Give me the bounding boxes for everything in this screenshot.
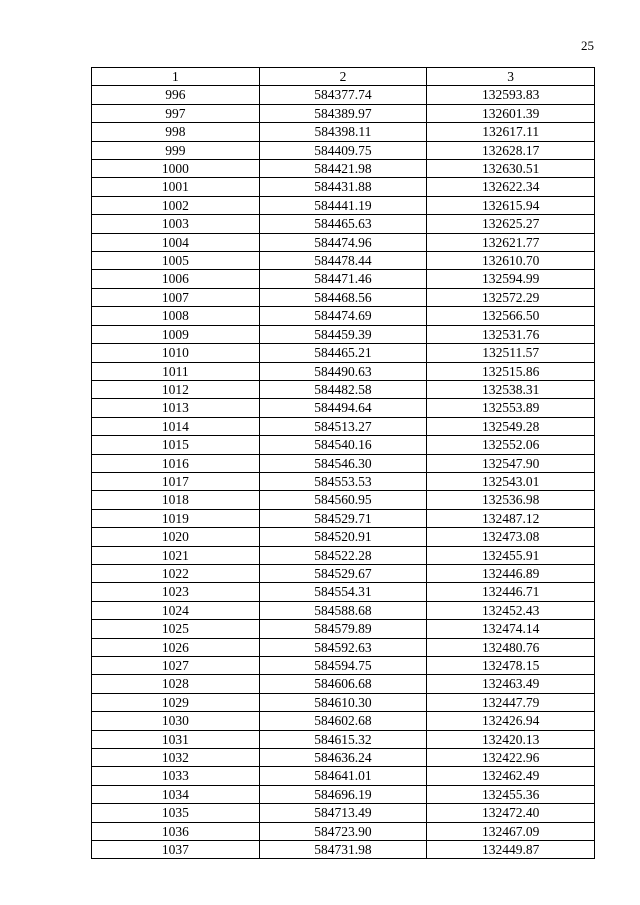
coord-x-cell: 584579.89 — [259, 620, 427, 638]
coord-x-cell: 584398.11 — [259, 123, 427, 141]
point-number-cell: 1030 — [92, 712, 260, 730]
table-row — [92, 675, 595, 693]
coord-x-cell: 584615.32 — [259, 730, 427, 748]
coord-y-cell: 132621.77 — [427, 233, 595, 251]
point-number-cell: 1017 — [92, 472, 260, 490]
coord-x-cell: 584546.30 — [259, 454, 427, 472]
header-cell-col1: 1 — [92, 68, 260, 86]
coord-x-cell: 584431.88 — [259, 178, 427, 196]
point-number-cell: 1019 — [92, 509, 260, 527]
point-number-cell: 1036 — [92, 822, 260, 840]
coord-y-cell: 132552.06 — [427, 436, 595, 454]
table-row — [92, 528, 595, 546]
point-number-cell: 1031 — [92, 730, 260, 748]
point-number-cell: 1024 — [92, 601, 260, 619]
point-number-cell: 1015 — [92, 436, 260, 454]
point-number-cell: 1011 — [92, 362, 260, 380]
coord-x-cell: 584641.01 — [259, 767, 427, 785]
point-number-cell: 1029 — [92, 693, 260, 711]
point-number-cell: 1009 — [92, 325, 260, 343]
coord-x-cell: 584471.46 — [259, 270, 427, 288]
coord-x-cell: 584540.16 — [259, 436, 427, 454]
point-number-cell: 1016 — [92, 454, 260, 472]
table-row — [92, 196, 595, 214]
coord-x-cell: 584602.68 — [259, 712, 427, 730]
coord-x-cell: 584610.30 — [259, 693, 427, 711]
table-row — [92, 583, 595, 601]
table-row — [92, 454, 595, 472]
coord-y-cell: 132467.09 — [427, 822, 595, 840]
table-row — [92, 601, 595, 619]
coord-x-cell: 584713.49 — [259, 804, 427, 822]
header-row — [92, 68, 595, 86]
coord-y-cell: 132462.49 — [427, 767, 595, 785]
coord-x-cell: 584520.91 — [259, 528, 427, 546]
coord-x-cell: 584389.97 — [259, 104, 427, 122]
point-number-cell: 1010 — [92, 344, 260, 362]
point-number-cell: 1012 — [92, 380, 260, 398]
coord-y-cell: 132487.12 — [427, 509, 595, 527]
point-number-cell: 1022 — [92, 564, 260, 582]
coord-y-cell: 132593.83 — [427, 86, 595, 104]
coord-y-cell: 132601.39 — [427, 104, 595, 122]
coord-y-cell: 132547.90 — [427, 454, 595, 472]
table-row — [92, 86, 595, 104]
coord-y-cell: 132473.08 — [427, 528, 595, 546]
coord-y-cell: 132446.71 — [427, 583, 595, 601]
coord-y-cell: 132449.87 — [427, 841, 595, 859]
coord-x-cell: 584594.75 — [259, 657, 427, 675]
coord-x-cell: 584474.96 — [259, 233, 427, 251]
coord-x-cell: 584421.98 — [259, 160, 427, 178]
coord-x-cell: 584490.63 — [259, 362, 427, 380]
coord-y-cell: 132594.99 — [427, 270, 595, 288]
table-row — [92, 380, 595, 398]
coord-x-cell: 584409.75 — [259, 141, 427, 159]
table-row — [92, 344, 595, 362]
point-number-cell: 997 — [92, 104, 260, 122]
table-row — [92, 399, 595, 417]
table-body — [92, 86, 595, 859]
coord-x-cell: 584554.31 — [259, 583, 427, 601]
coord-x-cell: 584441.19 — [259, 196, 427, 214]
coord-y-cell: 132628.17 — [427, 141, 595, 159]
coord-x-cell: 584529.71 — [259, 509, 427, 527]
table-row — [92, 730, 595, 748]
table-header — [92, 68, 595, 86]
coord-x-cell: 584522.28 — [259, 546, 427, 564]
point-number-cell: 998 — [92, 123, 260, 141]
coord-x-cell: 584494.64 — [259, 399, 427, 417]
table-row — [92, 749, 595, 767]
table-row — [92, 436, 595, 454]
coord-y-cell: 132422.96 — [427, 749, 595, 767]
coord-y-cell: 132630.51 — [427, 160, 595, 178]
coord-x-cell: 584474.69 — [259, 307, 427, 325]
point-number-cell: 1034 — [92, 785, 260, 803]
point-number-cell: 1004 — [92, 233, 260, 251]
page-number: 25 — [581, 38, 594, 53]
coord-y-cell: 132622.34 — [427, 178, 595, 196]
coord-y-cell: 132538.31 — [427, 380, 595, 398]
coord-x-cell: 584513.27 — [259, 417, 427, 435]
table-row — [92, 362, 595, 380]
point-number-cell: 1027 — [92, 657, 260, 675]
table-row — [92, 307, 595, 325]
point-number-cell: 1025 — [92, 620, 260, 638]
coord-x-cell: 584459.39 — [259, 325, 427, 343]
coord-x-cell: 584465.21 — [259, 344, 427, 362]
coord-y-cell: 132452.43 — [427, 601, 595, 619]
point-number-cell: 1033 — [92, 767, 260, 785]
coord-y-cell: 132472.40 — [427, 804, 595, 822]
point-number-cell: 1001 — [92, 178, 260, 196]
table-row — [92, 123, 595, 141]
point-number-cell: 1018 — [92, 491, 260, 509]
coord-y-cell: 132553.89 — [427, 399, 595, 417]
coord-y-cell: 132549.28 — [427, 417, 595, 435]
coord-x-cell: 584529.67 — [259, 564, 427, 582]
coord-y-cell: 132610.70 — [427, 252, 595, 270]
table-row — [92, 417, 595, 435]
table-row — [92, 657, 595, 675]
table-row — [92, 822, 595, 840]
coord-x-cell: 584606.68 — [259, 675, 427, 693]
point-number-cell: 1032 — [92, 749, 260, 767]
point-number-cell: 1035 — [92, 804, 260, 822]
coord-y-cell: 132515.86 — [427, 362, 595, 380]
coord-y-cell: 132463.49 — [427, 675, 595, 693]
coord-y-cell: 132446.89 — [427, 564, 595, 582]
point-number-cell: 1000 — [92, 160, 260, 178]
table-row — [92, 804, 595, 822]
table-row — [92, 325, 595, 343]
coord-y-cell: 132455.36 — [427, 785, 595, 803]
coord-x-cell: 584731.98 — [259, 841, 427, 859]
point-number-cell: 1020 — [92, 528, 260, 546]
coord-y-cell: 132615.94 — [427, 196, 595, 214]
coordinates-table — [91, 67, 595, 859]
point-number-cell: 1023 — [92, 583, 260, 601]
coord-y-cell: 132625.27 — [427, 215, 595, 233]
point-number-cell: 1014 — [92, 417, 260, 435]
coord-y-cell: 132617.11 — [427, 123, 595, 141]
coord-y-cell: 132447.79 — [427, 693, 595, 711]
table-row — [92, 252, 595, 270]
table-row — [92, 785, 595, 803]
table-row — [92, 841, 595, 859]
table-row — [92, 693, 595, 711]
header-cell-col3: 3 — [427, 68, 595, 86]
coord-x-cell: 584560.95 — [259, 491, 427, 509]
table-row — [92, 546, 595, 564]
coord-y-cell: 132426.94 — [427, 712, 595, 730]
point-number-cell: 996 — [92, 86, 260, 104]
coord-y-cell: 132572.29 — [427, 288, 595, 306]
point-number-cell: 1028 — [92, 675, 260, 693]
point-number-cell: 1005 — [92, 252, 260, 270]
point-number-cell: 1021 — [92, 546, 260, 564]
table-row — [92, 638, 595, 656]
point-number-cell: 1006 — [92, 270, 260, 288]
coord-y-cell: 132478.15 — [427, 657, 595, 675]
coord-y-cell: 132420.13 — [427, 730, 595, 748]
coord-y-cell: 132480.76 — [427, 638, 595, 656]
table-row — [92, 491, 595, 509]
coord-y-cell: 132566.50 — [427, 307, 595, 325]
coord-x-cell: 584478.44 — [259, 252, 427, 270]
coord-y-cell: 132511.57 — [427, 344, 595, 362]
table-row — [92, 620, 595, 638]
point-number-cell: 1002 — [92, 196, 260, 214]
point-number-cell: 1013 — [92, 399, 260, 417]
table-row — [92, 509, 595, 527]
coord-y-cell: 132531.76 — [427, 325, 595, 343]
table-row — [92, 288, 595, 306]
table-row — [92, 141, 595, 159]
coord-x-cell: 584636.24 — [259, 749, 427, 767]
header-cell-col2: 2 — [259, 68, 427, 86]
coord-x-cell: 584482.58 — [259, 380, 427, 398]
table-row — [92, 712, 595, 730]
table-row — [92, 215, 595, 233]
coord-x-cell: 584377.74 — [259, 86, 427, 104]
table-row — [92, 472, 595, 490]
coord-y-cell: 132474.14 — [427, 620, 595, 638]
coord-x-cell: 584468.56 — [259, 288, 427, 306]
point-number-cell: 1037 — [92, 841, 260, 859]
table-row — [92, 178, 595, 196]
table-row — [92, 104, 595, 122]
point-number-cell: 1008 — [92, 307, 260, 325]
coord-x-cell: 584592.63 — [259, 638, 427, 656]
table-row — [92, 564, 595, 582]
coord-y-cell: 132543.01 — [427, 472, 595, 490]
point-number-cell: 999 — [92, 141, 260, 159]
coord-y-cell: 132536.98 — [427, 491, 595, 509]
coord-x-cell: 584696.19 — [259, 785, 427, 803]
coord-x-cell: 584465.63 — [259, 215, 427, 233]
table-row — [92, 270, 595, 288]
coord-x-cell: 584553.53 — [259, 472, 427, 490]
table-row — [92, 767, 595, 785]
table-row — [92, 160, 595, 178]
table-row — [92, 233, 595, 251]
coord-x-cell: 584723.90 — [259, 822, 427, 840]
point-number-cell: 1003 — [92, 215, 260, 233]
point-number-cell: 1007 — [92, 288, 260, 306]
point-number-cell: 1026 — [92, 638, 260, 656]
coord-y-cell: 132455.91 — [427, 546, 595, 564]
coord-x-cell: 584588.68 — [259, 601, 427, 619]
